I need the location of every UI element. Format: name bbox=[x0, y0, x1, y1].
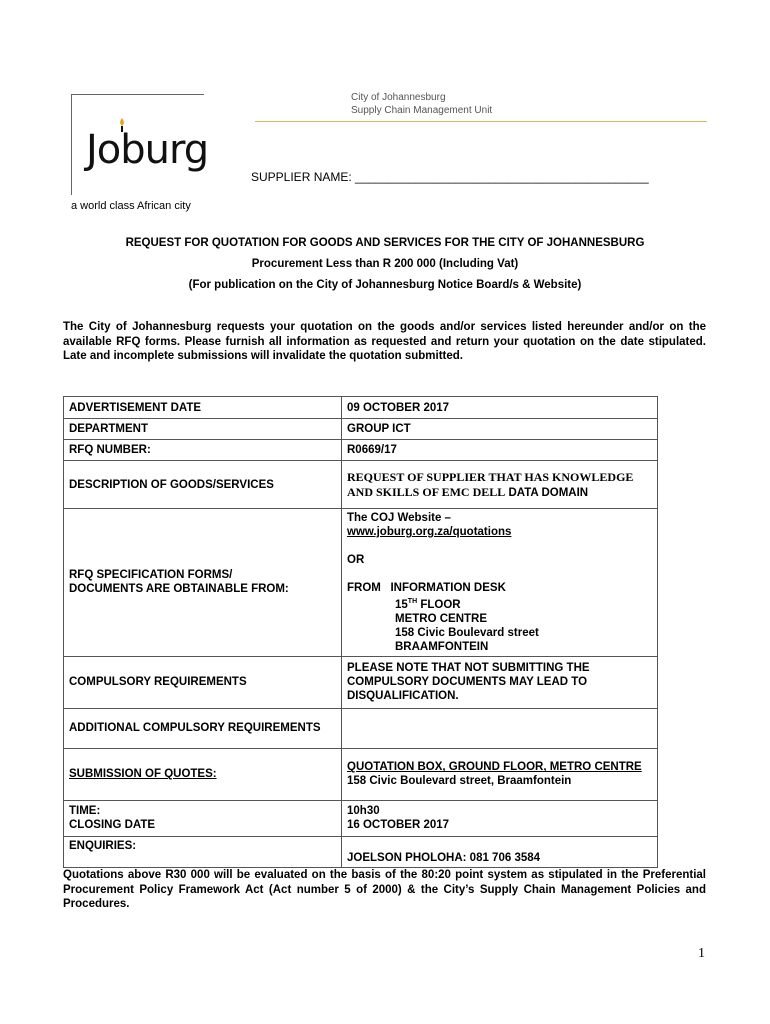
description-label: DESCRIPTION OF GOODS/SERVICES bbox=[64, 461, 342, 509]
rfq-number-label: RFQ NUMBER: bbox=[64, 440, 342, 461]
info-desk-text: INFORMATION DESK bbox=[390, 582, 506, 594]
forms-label-line-2: DOCUMENTS ARE OBTAINABLE FROM: bbox=[69, 583, 289, 596]
additional-value bbox=[342, 708, 658, 748]
page-number: 1 bbox=[698, 946, 705, 961]
submission-value bbox=[342, 748, 658, 800]
rfq-details-table bbox=[63, 396, 658, 868]
quotations-link[interactable]: www.joburg.org.za/quotations bbox=[347, 526, 512, 538]
time-closing-value bbox=[342, 800, 658, 836]
street-text: 158 Civic Boulevard street bbox=[395, 626, 539, 639]
submission-box-text: QUOTATION BOX, GROUND FLOOR, METRO CENTRE bbox=[347, 761, 642, 774]
area-text: BRAAMFONTEIN bbox=[395, 640, 489, 653]
time-value: 10h30 bbox=[347, 805, 380, 818]
organization-header bbox=[351, 91, 492, 117]
building-text: METRO CENTRE bbox=[395, 612, 487, 625]
spacer bbox=[347, 567, 652, 581]
intro-paragraph: The City of Johannesburg requests your quotation on the goods and/or services listed hereunder and/or on the available RFQ forms. Please furnish all information as requested and return your quotation on the date stipulated. Late and incomplete submissions will invalidate the quotation submitted. bbox=[63, 321, 706, 362]
forms-value bbox=[342, 509, 658, 657]
forms-website-text: The COJ Website – bbox=[347, 512, 451, 524]
ad-date-value: 09 OCTOBER 2017 bbox=[342, 397, 658, 419]
closing-date-label: CLOSING DATE bbox=[69, 819, 156, 832]
table-row bbox=[64, 748, 658, 800]
enquiries-value: JOELSON PHOLOHA: 081 706 3584 bbox=[342, 836, 658, 867]
publication-note: (For publication on the City of Johannesburg Notice Board/s & Website) bbox=[188, 279, 582, 291]
floor-number: 15 bbox=[395, 598, 408, 611]
table-row bbox=[64, 440, 658, 461]
logo-tagline: a world class African city bbox=[71, 200, 191, 212]
table-row bbox=[64, 419, 658, 440]
ad-date-label: ADVERTISEMENT DATE bbox=[64, 397, 342, 419]
forms-label bbox=[64, 509, 342, 657]
document-title: REQUEST FOR QUOTATION FOR GOODS AND SERVICES FOR THE CITY OF JOHANNESBURG bbox=[125, 237, 645, 249]
table-row bbox=[64, 708, 658, 748]
closing-date-value: 16 OCTOBER 2017 bbox=[347, 819, 450, 832]
description-serif-text: REQUEST OF SUPPLIER THAT HAS KNOWLEDGE AND SKILLS OF EMC DELL bbox=[347, 469, 634, 499]
department-label: DEPARTMENT bbox=[64, 419, 342, 440]
compulsory-value: PLEASE NOTE THAT NOT SUBMITTING THE COMPULSORY DOCUMENTS MAY LEAD TO DISQUALIFICATION. bbox=[342, 656, 658, 708]
table-row bbox=[64, 800, 658, 836]
forms-from-line bbox=[347, 581, 652, 595]
submission-label: SUBMISSION OF QUOTES: bbox=[64, 748, 342, 800]
table-row bbox=[64, 397, 658, 419]
floor-text bbox=[347, 595, 652, 612]
table-row bbox=[64, 509, 658, 657]
table-row bbox=[64, 656, 658, 708]
table-row bbox=[64, 836, 658, 867]
forms-from-text: FROM bbox=[347, 582, 381, 594]
floor-suffix: TH bbox=[407, 598, 418, 605]
supplier-name-field: SUPPLIER NAME: ____________________________________________ bbox=[251, 170, 649, 184]
compulsory-label: COMPULSORY REQUIREMENTS bbox=[64, 656, 342, 708]
evaluation-note: Quotations above R30 000 will be evaluated on the basis of the 80:20 point system as stipulated in the Preferential Procurement Policy Framework Act (Act number 5 of 2000) & the City’s Supply Chain Management Policies and Procedures. bbox=[63, 869, 706, 910]
floor-word: FLOOR bbox=[417, 598, 461, 611]
description-tail-text: DATA DOMAIN bbox=[505, 486, 589, 499]
org-name: City of Johannesburg bbox=[351, 92, 446, 103]
spacer bbox=[347, 539, 652, 553]
department-value: GROUP ICT bbox=[342, 419, 658, 440]
table-row bbox=[64, 461, 658, 509]
submission-address-text: 158 Civic Boulevard street, Braamfontein bbox=[347, 775, 572, 788]
additional-label: ADDITIONAL COMPULSORY REQUIREMENTS bbox=[64, 708, 342, 748]
header-rule bbox=[255, 121, 707, 122]
joburg-logo: Joburg bbox=[86, 127, 209, 173]
time-label: TIME: bbox=[69, 805, 101, 818]
forms-label-line-1: RFQ SPECIFICATION FORMS/ bbox=[69, 569, 233, 582]
time-closing-label bbox=[64, 800, 342, 836]
description-value bbox=[342, 461, 658, 509]
enquiries-label: ENQUIRIES: bbox=[64, 836, 342, 867]
rfq-number-value: R0669/17 bbox=[342, 440, 658, 461]
forms-or-text: OR bbox=[347, 554, 365, 566]
org-unit: Supply Chain Management Unit bbox=[351, 105, 493, 116]
document-subtitle: Procurement Less than R 200 000 (Including Vat) bbox=[251, 258, 519, 270]
